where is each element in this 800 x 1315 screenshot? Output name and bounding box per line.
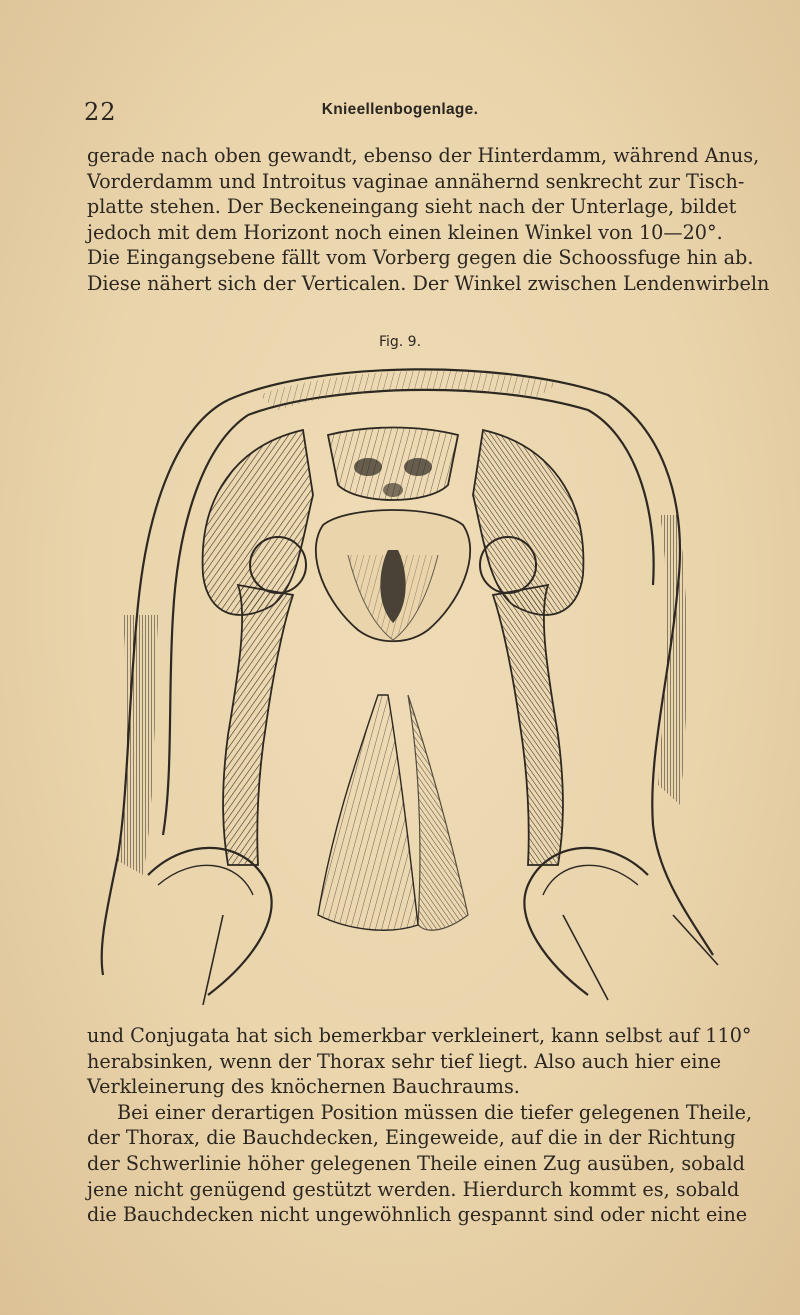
inner-fold-left xyxy=(318,695,418,930)
text-line: herabsinken, wenn der Thorax sehr tief liegt. Also auch hier eine xyxy=(87,1049,722,1073)
text-line: der Thorax, die Bauchdecken, Eingeweide, auf die in der Richtung xyxy=(87,1126,736,1150)
right-knee xyxy=(524,848,648,995)
text-line: platte stehen. Der Beckeneingang sieht nach der Unterlage, bildet xyxy=(87,195,737,219)
text-line: jene nicht genügend gestützt werden. Hierdurch kommt es, sobald xyxy=(87,1177,740,1201)
text-line: Verkleinerung des knöchernen Bauchraums. xyxy=(87,1075,520,1099)
text-line: der Schwerlinie höher gelegenen Theile einen Zug ausüben, sobald xyxy=(87,1151,745,1175)
inner-fold-right xyxy=(408,695,468,930)
page-number: 22 xyxy=(84,98,117,126)
pelvis-illustration xyxy=(88,355,720,1015)
left-femur xyxy=(223,585,293,865)
left-flank-shading xyxy=(116,615,158,875)
text-line: und Conjugata hat sich bemerkbar verkleinert, kann selbst auf 110° xyxy=(87,1024,752,1047)
text-line: die Bauchdecken nicht ungewöhnlich gespannt sind oder nicht eine xyxy=(87,1203,748,1227)
text-block-bottom xyxy=(87,1023,753,1228)
figure-caption: Fig. 9. xyxy=(378,334,422,350)
right-femur xyxy=(493,585,563,865)
right-flank-shading xyxy=(658,515,687,805)
text-line: Die Eingangsebene fällt vom Vorberg gegen die Schoossfuge hin ab. xyxy=(87,246,754,270)
text-line: jedoch mit dem Horizont noch einen kleinen Winkel von 10—20°. xyxy=(87,220,723,244)
text-line: Vorderdamm und Introitus vaginae annähernd senkrecht zur Tisch- xyxy=(87,169,745,193)
text-block-top xyxy=(87,143,770,297)
text-line: Bei einer derartigen Position müssen die tiefer gelegenen Theile, xyxy=(117,1100,753,1124)
running-head: Knieellenbogenlage. xyxy=(321,101,479,118)
text-line: gerade nach oben gewandt, ebenso der Hinterdamm, während Anus, xyxy=(87,144,760,167)
text-line: Diese nähert sich der Verticalen. Der Winkel zwischen Lendenwirbeln xyxy=(87,271,770,295)
